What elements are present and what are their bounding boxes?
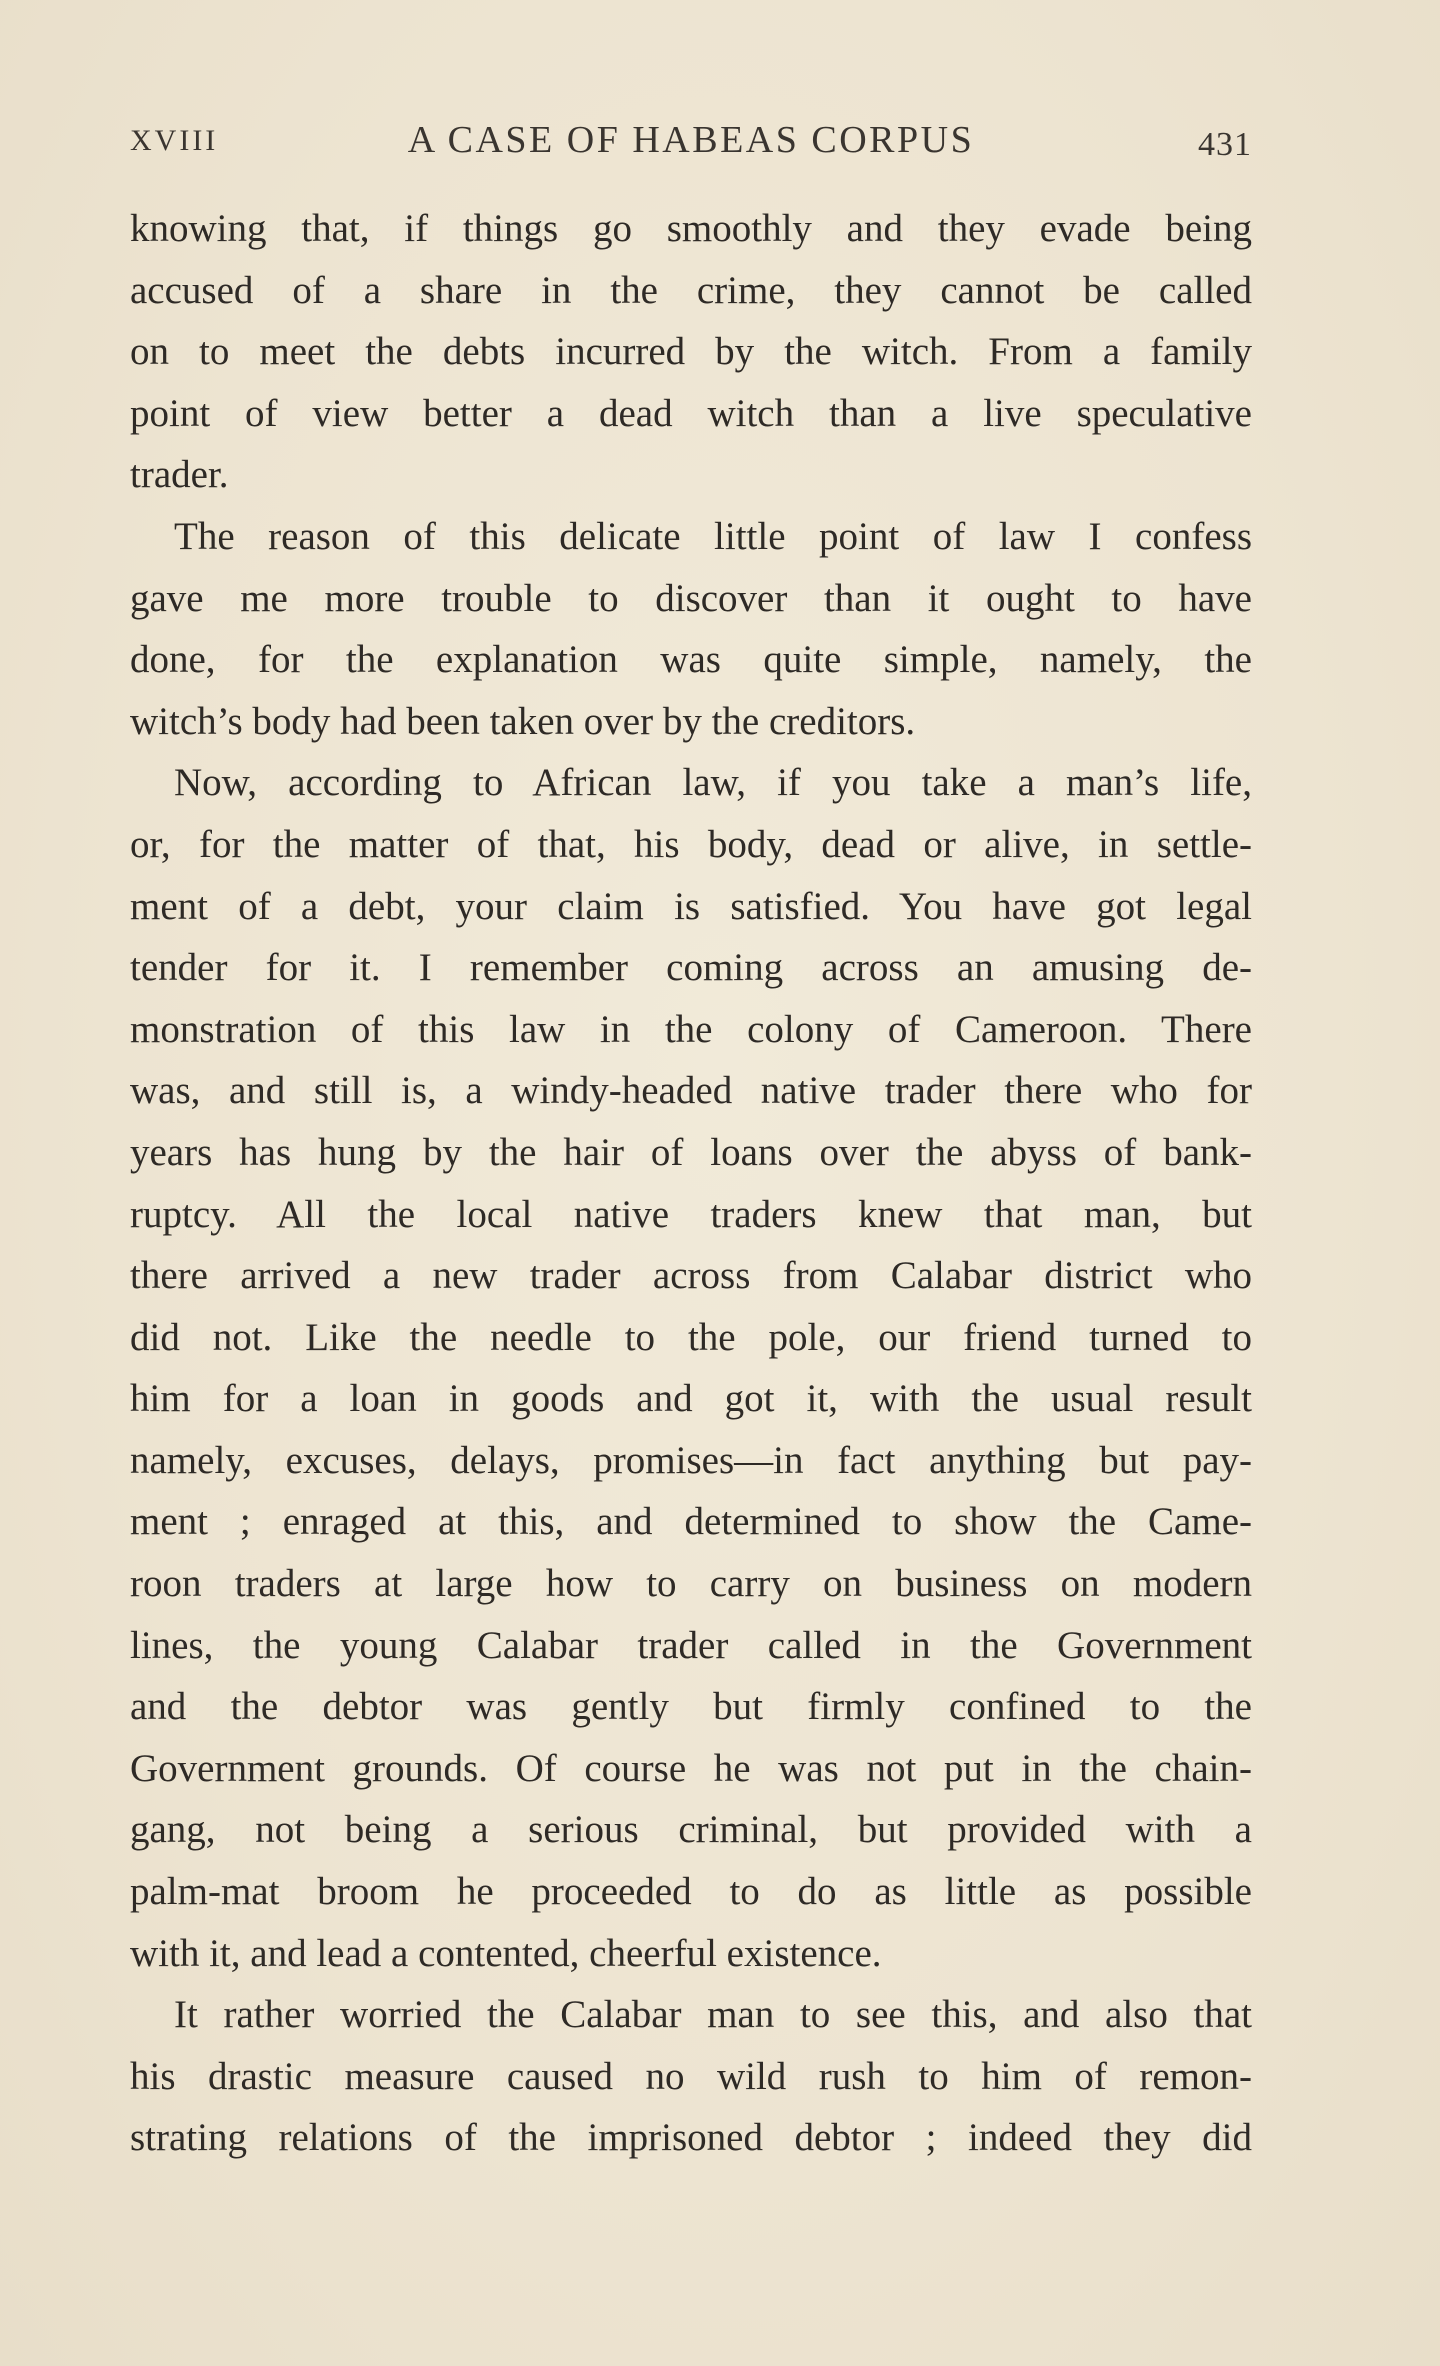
text-line: ruptcy. All the local native traders knew that man, but: [130, 1192, 1252, 1236]
text-line: Government grounds. Of course he was not put in the chain-: [130, 1746, 1252, 1790]
text-line: The reason of this delicate little point of law I confess: [174, 514, 1252, 558]
text-line: witch’s body had been taken over by the creditors.: [130, 699, 916, 743]
text-line: monstration of this law in the colony of Cameroon. There: [130, 1007, 1252, 1051]
text-line: lines, the young Calabar trader called in the Government: [130, 1623, 1252, 1667]
body-text: [130, 198, 1252, 2169]
text-line: did not. Like the needle to the pole, our friend turned to: [130, 1315, 1252, 1359]
text-line: ment ; enraged at this, and determined to show the Came-: [130, 1500, 1252, 1544]
text-line: with it, and lead a contented, cheerful existence.: [130, 1931, 882, 1975]
text-line: gave me more trouble to discover than it ought to have: [130, 576, 1252, 620]
text-line: point of view better a dead witch than a live speculative: [130, 391, 1252, 435]
running-title: A CASE OF HABEAS CORPUS: [407, 119, 975, 161]
text-line: on to meet the debts incurred by the witch. From a family: [130, 330, 1252, 374]
text-line: accused of a share in the crime, they cannot be called: [130, 268, 1252, 312]
text-line: gang, not being a serious criminal, but provided with a: [130, 1808, 1252, 1852]
text-line: done, for the explanation was quite simple, namely, the: [130, 638, 1252, 682]
text-line: roon traders at large how to carry on business on modern: [130, 1562, 1252, 1606]
text-line: palm-mat broom he proceeded to do as little as possible: [130, 1870, 1252, 1914]
running-header: [130, 118, 1252, 170]
text-line: tender for it. I remember coming across an amusing de-: [130, 946, 1252, 990]
text-line: strating relations of the imprisoned debtor ; indeed they did: [130, 2116, 1252, 2160]
text-line: there arrived a new trader across from Calabar district who: [130, 1254, 1252, 1298]
text-line: ment of a debt, your claim is satisfied. You have got legal: [130, 884, 1252, 928]
chapter-number: XVIII: [130, 124, 219, 157]
text-line: namely, excuses, delays, promises—in fact anything but pay-: [130, 1438, 1252, 1482]
text-line: years has hung by the hair of loans over the abyss of bank-: [130, 1130, 1252, 1174]
page-number: 431: [1198, 126, 1252, 163]
text-line: knowing that, if things go smoothly and they evade being: [130, 207, 1252, 250]
text-line: It rather worried the Calabar man to see this, and also that: [174, 1993, 1252, 2037]
text-line: was, and still is, a windy-headed native trader there who for: [130, 1069, 1252, 1113]
text-line: his drastic measure caused no wild rush to him of remon-: [130, 2054, 1252, 2098]
text-line: him for a loan in goods and got it, with the usual result: [130, 1377, 1252, 1421]
text-line: trader.: [130, 453, 229, 497]
text-line: or, for the matter of that, his body, dead or alive, in settle-: [130, 822, 1252, 866]
text-line: and the debtor was gently but firmly confined to the: [130, 1685, 1252, 1729]
text-line: Now, according to African law, if you take a man’s life,: [174, 761, 1252, 805]
